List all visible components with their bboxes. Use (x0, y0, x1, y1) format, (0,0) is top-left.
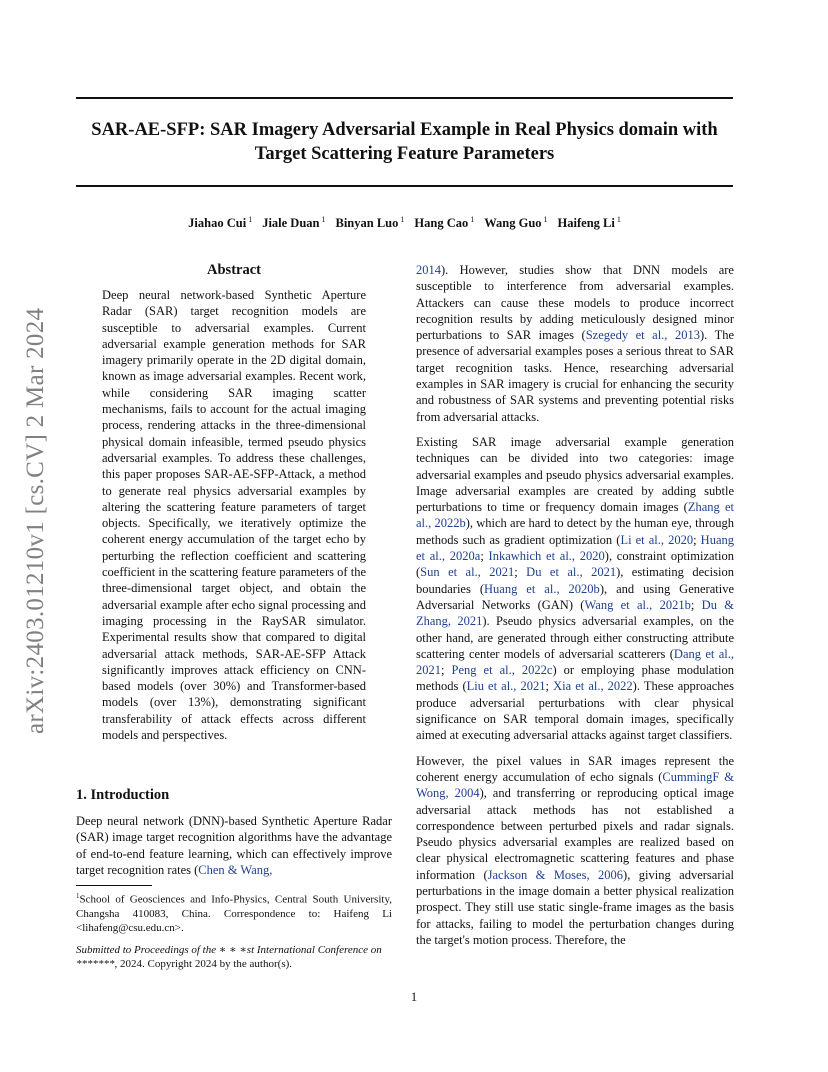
citation-link[interactable]: Huang et al., 2020b (484, 581, 600, 596)
author-name: Wang Guo $^1$ (484, 215, 548, 231)
citation-link[interactable]: Jackson & Moses, 2006 (487, 867, 624, 882)
author-name: Jiahao Cui $^1$ (188, 215, 253, 231)
abstract-heading: Abstract (207, 262, 261, 278)
paragraph-text: ), constraint optimization ( (416, 549, 735, 580)
footnote-marker: 1 (76, 892, 80, 900)
paragraph-text: ; (441, 663, 452, 678)
affiliation-footnote (76, 889, 392, 935)
intro-body: Deep neural network (DNN)-based Synthetic Aperture Radar (SAR) image target recognition algorithms have the advantage of end-to-end feature learning, which can effectively improve target recognition rates ( (76, 814, 392, 877)
paragraph-text: ), estimating decision boundaries ( (416, 565, 734, 596)
paragraph-text: ). These approaches produce adversarial perturbations with clear physical significance on SAR temporal domain images, specifically aimed at executing adversarial attacks against target classifiers. (416, 679, 734, 743)
footnote-text: School of Geosciences and Info-Physics, Central South University, Changsha 410083, China. Correspondence to: Haifeng Li <lihafeng@csu.edu.cn>. (76, 893, 392, 934)
paragraph-text: ), which are hard to detect by the human eye, through methods such as gradient optimization ( (416, 516, 734, 547)
author-affiliation-marker: 1 (468, 215, 475, 224)
citation-link[interactable]: CummingF & Wong, 2004 (416, 769, 734, 801)
citation-link[interactable]: Dang et al., 2021 (416, 646, 734, 678)
paragraph-text: ). The presence of adversarial examples poses a serious threat to SAR target recognition tasks. Hence, researching adversarial examples in SAR imagery is crucial for enhancing the security and robustness of SAR systems and preventing potential risks from adversarial attacks. (416, 328, 734, 424)
introduction-text (76, 813, 392, 878)
author-affiliation-marker: 1 (398, 215, 405, 224)
paragraph-text: ), giving adversarial perturbations in the image domain a better physical realization prospect. They still use static single-frame images as the basis for attacks, failing to model the perturbation changes during the target's motion process. Therefore, the (416, 867, 734, 947)
citation-link[interactable]: Szegedy et al., 2013 (585, 328, 700, 343)
submission-venue: Submitted to Proceedings of the ∗ ∗ ∗st International Conference on ******* (76, 944, 382, 970)
citation-link[interactable]: 2014 (416, 263, 441, 277)
author-name: Hang Cao $^1$ (414, 215, 475, 231)
author-affiliation-marker: 1 (319, 215, 326, 224)
section-heading-introduction: 1. Introduction (76, 787, 170, 803)
paragraph (416, 262, 734, 425)
citation-link[interactable]: Wang et al., 2021b (584, 597, 691, 612)
paragraph-text: ; (693, 532, 701, 547)
author-affiliation-marker: 1 (246, 215, 253, 224)
author-name: Haifeng Li $^1$ (557, 215, 621, 231)
paragraph-text: ; (514, 565, 527, 580)
submission-copyright: , 2024. Copyright 2024 by the author(s). (114, 958, 293, 970)
paragraph-text: Existing SAR image adversarial example generation techniques can be divided into two categories: image adversarial examples and pseudo physics adversarial examples. Image adversarial examples are created by adding subtle perturbations to time or frequency domain images ( (416, 434, 734, 515)
right-column (416, 262, 734, 957)
paragraph (416, 434, 734, 744)
submission-note (76, 943, 392, 971)
paragraph-text: ), and transferring or reproducing optical image adversarial attack methods has not established a correspondence between perturbed pixels and radar signals. Pseudo physics adversarial examples are realized based on clear physical electromagnetic scattering features and phase information ( (416, 786, 734, 882)
paragraph-text: ). Pseudo physics adversarial examples, on the other hand, are generated through either constructing attribute scattering center models of adversarial scatterers ( (416, 614, 734, 661)
paragraph-text: ). However, studies show that DNN models are susceptible to interference from adversarial examples. Attackers can cause these models to produce incorrect recognition results by adding meticulously designed minor perturbations to SAR images ( (416, 263, 734, 343)
citation-link[interactable]: Chen & Wang, (198, 862, 273, 877)
paragraph-text: ; (690, 597, 702, 612)
footnote-rule (76, 885, 152, 886)
citation-link[interactable]: Zhang et al., 2022b (416, 500, 734, 531)
paragraph-text: However, the pixel values in SAR images represent the coherent energy accumulation of echo signals ( (416, 753, 734, 784)
paragraph-text: ) or employing phase modulation methods ( (416, 663, 735, 694)
paper-title: SAR-AE-SFP: SAR Imagery Adversarial Example in Real Physics domain with Target Scattering Feature Parameters (91, 120, 718, 164)
page-number: 1 (410, 990, 418, 1004)
citation-link[interactable]: Liu et al., 2021 (466, 679, 546, 694)
paragraph-text: ; (545, 679, 554, 694)
citation-link[interactable]: Sun et al., 2021 (420, 565, 515, 580)
top-rule (76, 97, 733, 99)
citation-link[interactable]: Inkawhich et al., 2020 (488, 549, 605, 564)
author-affiliation-marker: 1 (614, 215, 621, 224)
citation-link[interactable]: Du et al., 2021 (526, 565, 617, 580)
arxiv-identifier: arXiv:2403.01210v1 [cs.CV] 2 Mar 2024 (22, 307, 49, 734)
citation-link[interactable]: Huang et al., 2020a (416, 532, 734, 564)
abstract-text: Deep neural network-based Synthetic Aperture Radar (SAR) target recognition models are susceptible to adversarial examples. Current adversarial example generation methods for SAR imagery primarily operate in the 2D digital domain, known as image adversarial examples. Recent work, while considering SAR imaging scatter mechanisms, fails to account for the actual imaging process, rendering attacks in the three-dimensional physical domain infeasible, termed pseudo physics adversarial examples. To address these challenges, this paper proposes SAR-AE-SFP-Attack, a method to generate real physics adversarial examples by altering the scattering feature parameters of target objects. Specifically, we iteratively optimize the coherent energy accumulation of the target echo by perturbing the reflection coefficient and scattering coefficient in the scattering feature parameters of the three-dimensional target object, and obtain the adversarial example after echo signal processing and imaging processing in the RaySAR simulator. Experimental results show that compared to digital adversarial attack methods, SAR-AE-SFP Attack significantly improves attack efficiency on CNN-based models (over 30%) and Transformer-based models (over 13%), demonstrating significant transferability of attack effects across different models and perspectives. (102, 288, 366, 743)
author-name: Jiale Duan $^1$ (262, 215, 326, 231)
author-list (76, 215, 733, 231)
citation-link[interactable]: Li et al., 2020 (620, 532, 694, 547)
paragraph-text: ), and using Generative Adversarial Networks (GAN) ( (416, 581, 734, 612)
citation-link[interactable]: Xia et al., 2022 (553, 679, 633, 694)
bottom-rule (76, 185, 733, 187)
author-affiliation-marker: 1 (541, 215, 548, 224)
citation-link[interactable]: Du & Zhang, 2021 (416, 597, 735, 629)
author-name: Binyan Luo $^1$ (335, 215, 405, 231)
citation-link[interactable]: Peng et al., 2022c (451, 663, 553, 678)
paragraph (416, 753, 734, 949)
paragraph-text: ; (480, 549, 489, 564)
